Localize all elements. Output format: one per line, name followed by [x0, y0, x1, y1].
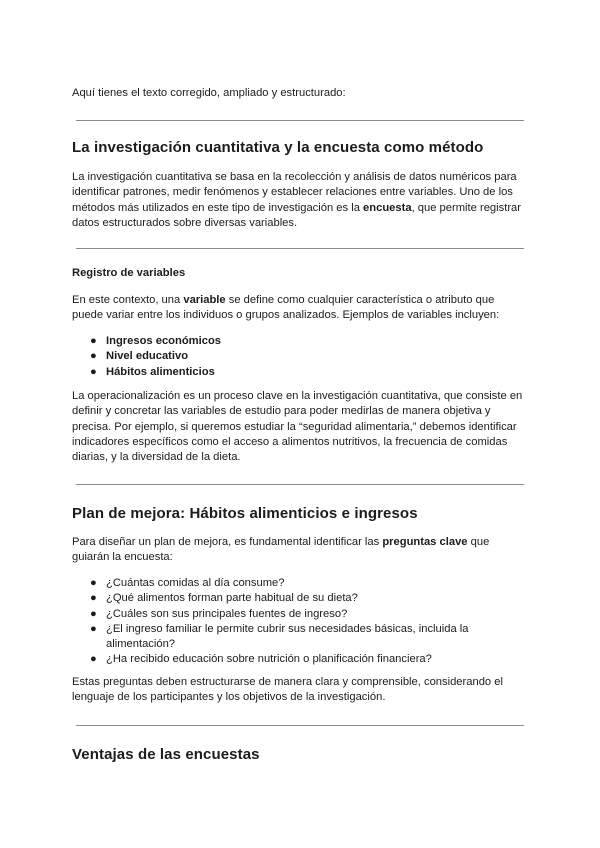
divider — [76, 248, 524, 249]
bullet-icon: ● — [90, 653, 97, 666]
intro-text: Aquí tienes el texto corregido, ampliado y estructurado: — [72, 87, 346, 99]
list-item — [72, 622, 524, 653]
list-item — [72, 349, 524, 364]
subheading-variables: Registro de variables — [72, 267, 186, 279]
bullet-icon: ● — [90, 335, 97, 347]
list-item-text: Ingresos económicos — [106, 335, 222, 347]
text-span: que guiarán la encuesta: — [72, 536, 490, 564]
bold-term: encuesta — [363, 201, 412, 214]
list-item — [72, 652, 524, 667]
list-item-text: ¿Ha recibido educación sobre nutrición o planificación financiera? — [106, 653, 432, 666]
list-item-text: ¿Cuáles son sus principales fuentes de ingreso? — [106, 607, 348, 620]
list-item — [72, 576, 524, 591]
divider — [76, 725, 524, 726]
bullet-icon: ● — [90, 350, 97, 363]
bold-term: variable — [183, 294, 226, 306]
list-item — [72, 334, 524, 349]
list-item — [72, 365, 524, 380]
section-heading-improvement-plan: Plan de mejora: Hábitos alimenticios e ingresos — [72, 505, 418, 522]
bullet-icon: ● — [90, 622, 97, 635]
divider — [76, 484, 524, 485]
list-item-text: ¿Qué alimentos forman parte habitual de su dieta? — [106, 592, 358, 605]
list-item-text: ¿Cuántas comidas al día consume? — [106, 577, 285, 589]
divider — [76, 120, 524, 121]
bullet-icon: ● — [90, 365, 97, 378]
text-span: se define como cualquier característica o atributo que puede variar entre los individuos o grupos analizados. Ejemplos de variables incluyen: — [72, 294, 500, 322]
paragraph-quantitative — [72, 170, 524, 231]
paragraph-key-questions — [72, 535, 524, 566]
variables-list — [72, 334, 524, 380]
text-span: En este contexto, una — [72, 294, 184, 306]
paragraph-question-structure: Estas preguntas deben estructurarse de manera clara y comprensible, considerando el lenguaje de los participantes y los objetivos de la investigación. — [72, 676, 503, 704]
bullet-icon: ● — [90, 577, 97, 589]
paragraph-variable-definition — [72, 293, 524, 324]
list-item — [72, 591, 524, 606]
list-item-text: Nivel educativo — [106, 350, 189, 363]
section-heading-quantitative: La investigación cuantitativa y la encuesta como método — [72, 139, 484, 156]
text-span: La investigación cuantitativa se basa en la recolección y análisis de datos numéricos para identificar patrones, medir fenómenos y establecer relaciones entre variables. Uno de los métodos más utilizados en este tipo de investigación es la — [72, 171, 517, 214]
bullet-icon: ● — [90, 592, 97, 605]
list-item — [72, 607, 524, 622]
list-item-text: ¿El ingreso familiar le permite cubrir sus necesidades básicas, incluida la alimentación? — [106, 622, 469, 651]
section-heading-advantages: Ventajas de las encuestas — [72, 746, 260, 763]
paragraph-operationalization: La operacionalización es un proceso clave en la investigación cuantitativa, que consiste en definir y concretar las variables de estudio para poder medirlas de manera objetiva y precisa. Por ejemplo, si queremos estudiar la “seguridad alimentaria,” debemos identificar indicadores específicos como el acceso a alimentos nutritivos, la frecuencia de comidas diarias, y la diversidad de la dieta. — [72, 390, 523, 464]
bullet-icon: ● — [90, 607, 97, 620]
text-span: , que permite registrar datos estructurados sobre diversas variables. — [72, 201, 521, 229]
questions-list — [72, 576, 524, 668]
text-span: Para diseñar un plan de mejora, es fundamental identificar las — [72, 536, 383, 548]
list-item-text: Hábitos alimenticios — [106, 365, 215, 378]
bold-term: preguntas clave — [382, 536, 468, 548]
